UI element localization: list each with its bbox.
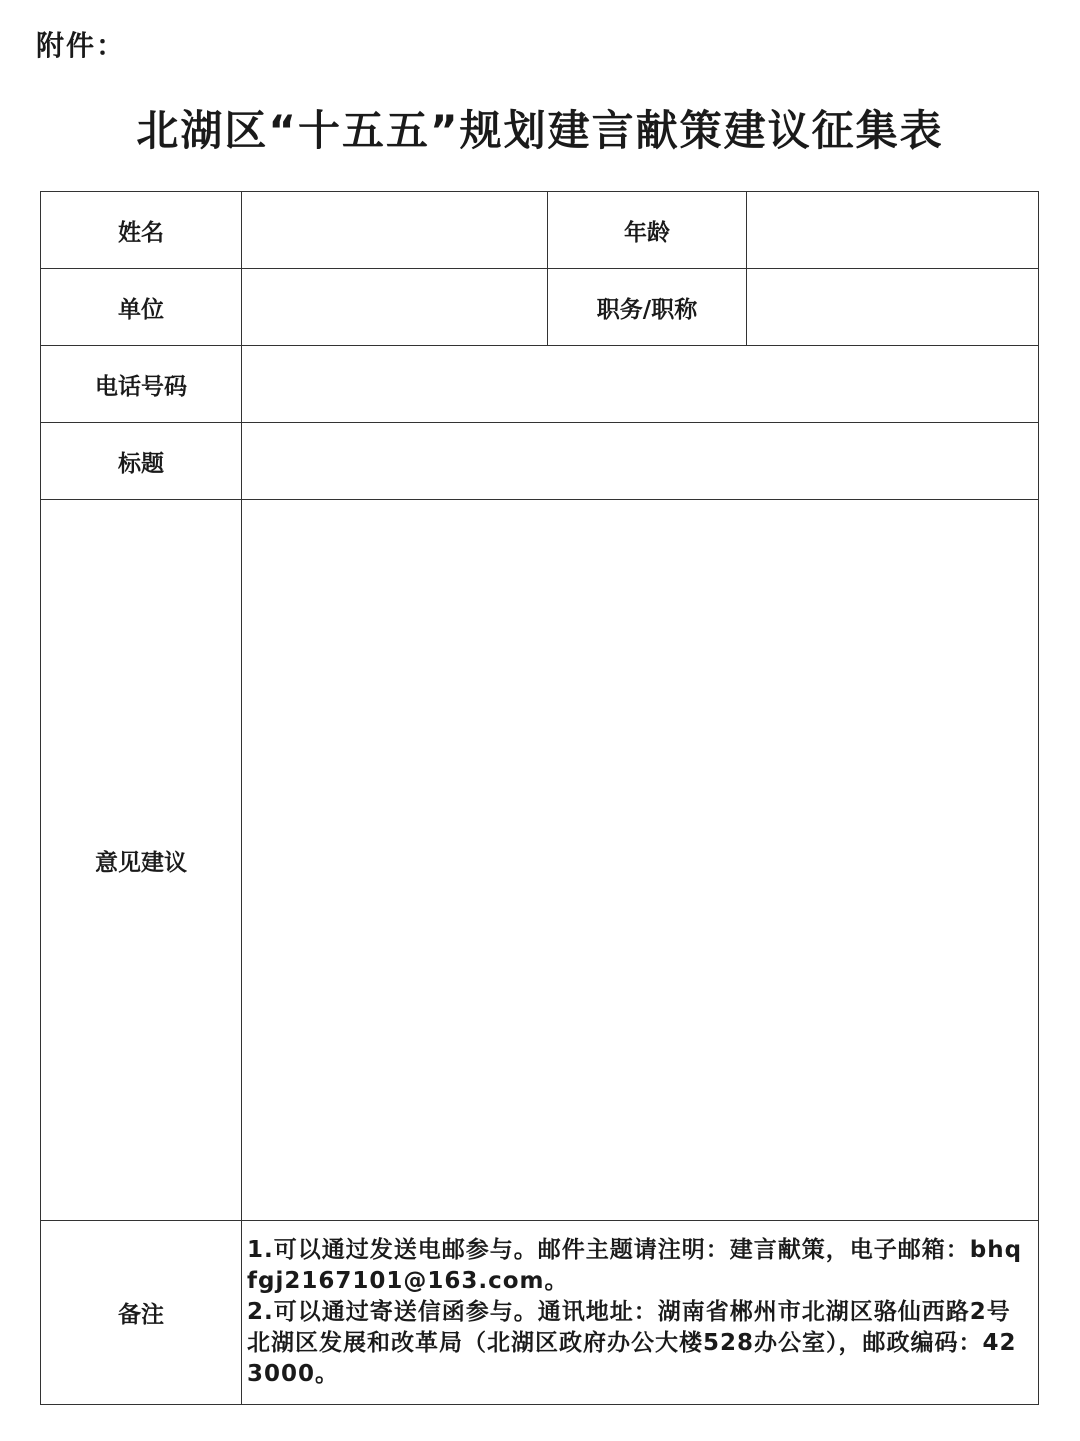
row-phone	[41, 346, 1039, 423]
subject-label: 标题	[41, 423, 242, 500]
row-opinion	[41, 500, 1039, 1221]
page-title: 北湖区“十五五”规划建言献策建议征集表	[136, 106, 944, 155]
opinion-field[interactable]	[242, 500, 1039, 1221]
row-subject	[41, 423, 1039, 500]
name-label: 姓名	[41, 192, 242, 269]
opinion-label: 意见建议	[41, 500, 242, 1221]
subject-field[interactable]	[242, 423, 1039, 500]
notes-content	[242, 1221, 1039, 1405]
age-label: 年龄	[548, 192, 747, 269]
row-notes	[41, 1221, 1039, 1405]
suggestion-form-table	[40, 191, 1039, 1405]
note-item-mail: 2.可以通过寄送信函参与。通讯地址：湖南省郴州市北湖区骆仙西路2号北湖区发展和改革局（北湖区政府办公大楼528办公室），邮政编码：423000。	[247, 1299, 1017, 1387]
position-field[interactable]	[747, 269, 1039, 346]
phone-label: 电话号码	[41, 346, 242, 423]
position-label: 职务/职称	[548, 269, 747, 346]
age-field[interactable]	[747, 192, 1039, 269]
unit-label: 单位	[41, 269, 242, 346]
unit-field[interactable]	[242, 269, 548, 346]
notes-label: 备注	[41, 1221, 242, 1405]
name-field[interactable]	[242, 192, 548, 269]
phone-field[interactable]	[242, 346, 1039, 423]
note-item-email: 1.可以通过发送电邮参与。邮件主题请注明：建言献策，电子邮箱：bhqfgj2167101@163.com。	[247, 1237, 1023, 1294]
row-unit-position	[41, 269, 1039, 346]
attachment-label: 附件：	[36, 29, 127, 62]
row-name-age	[41, 192, 1039, 269]
